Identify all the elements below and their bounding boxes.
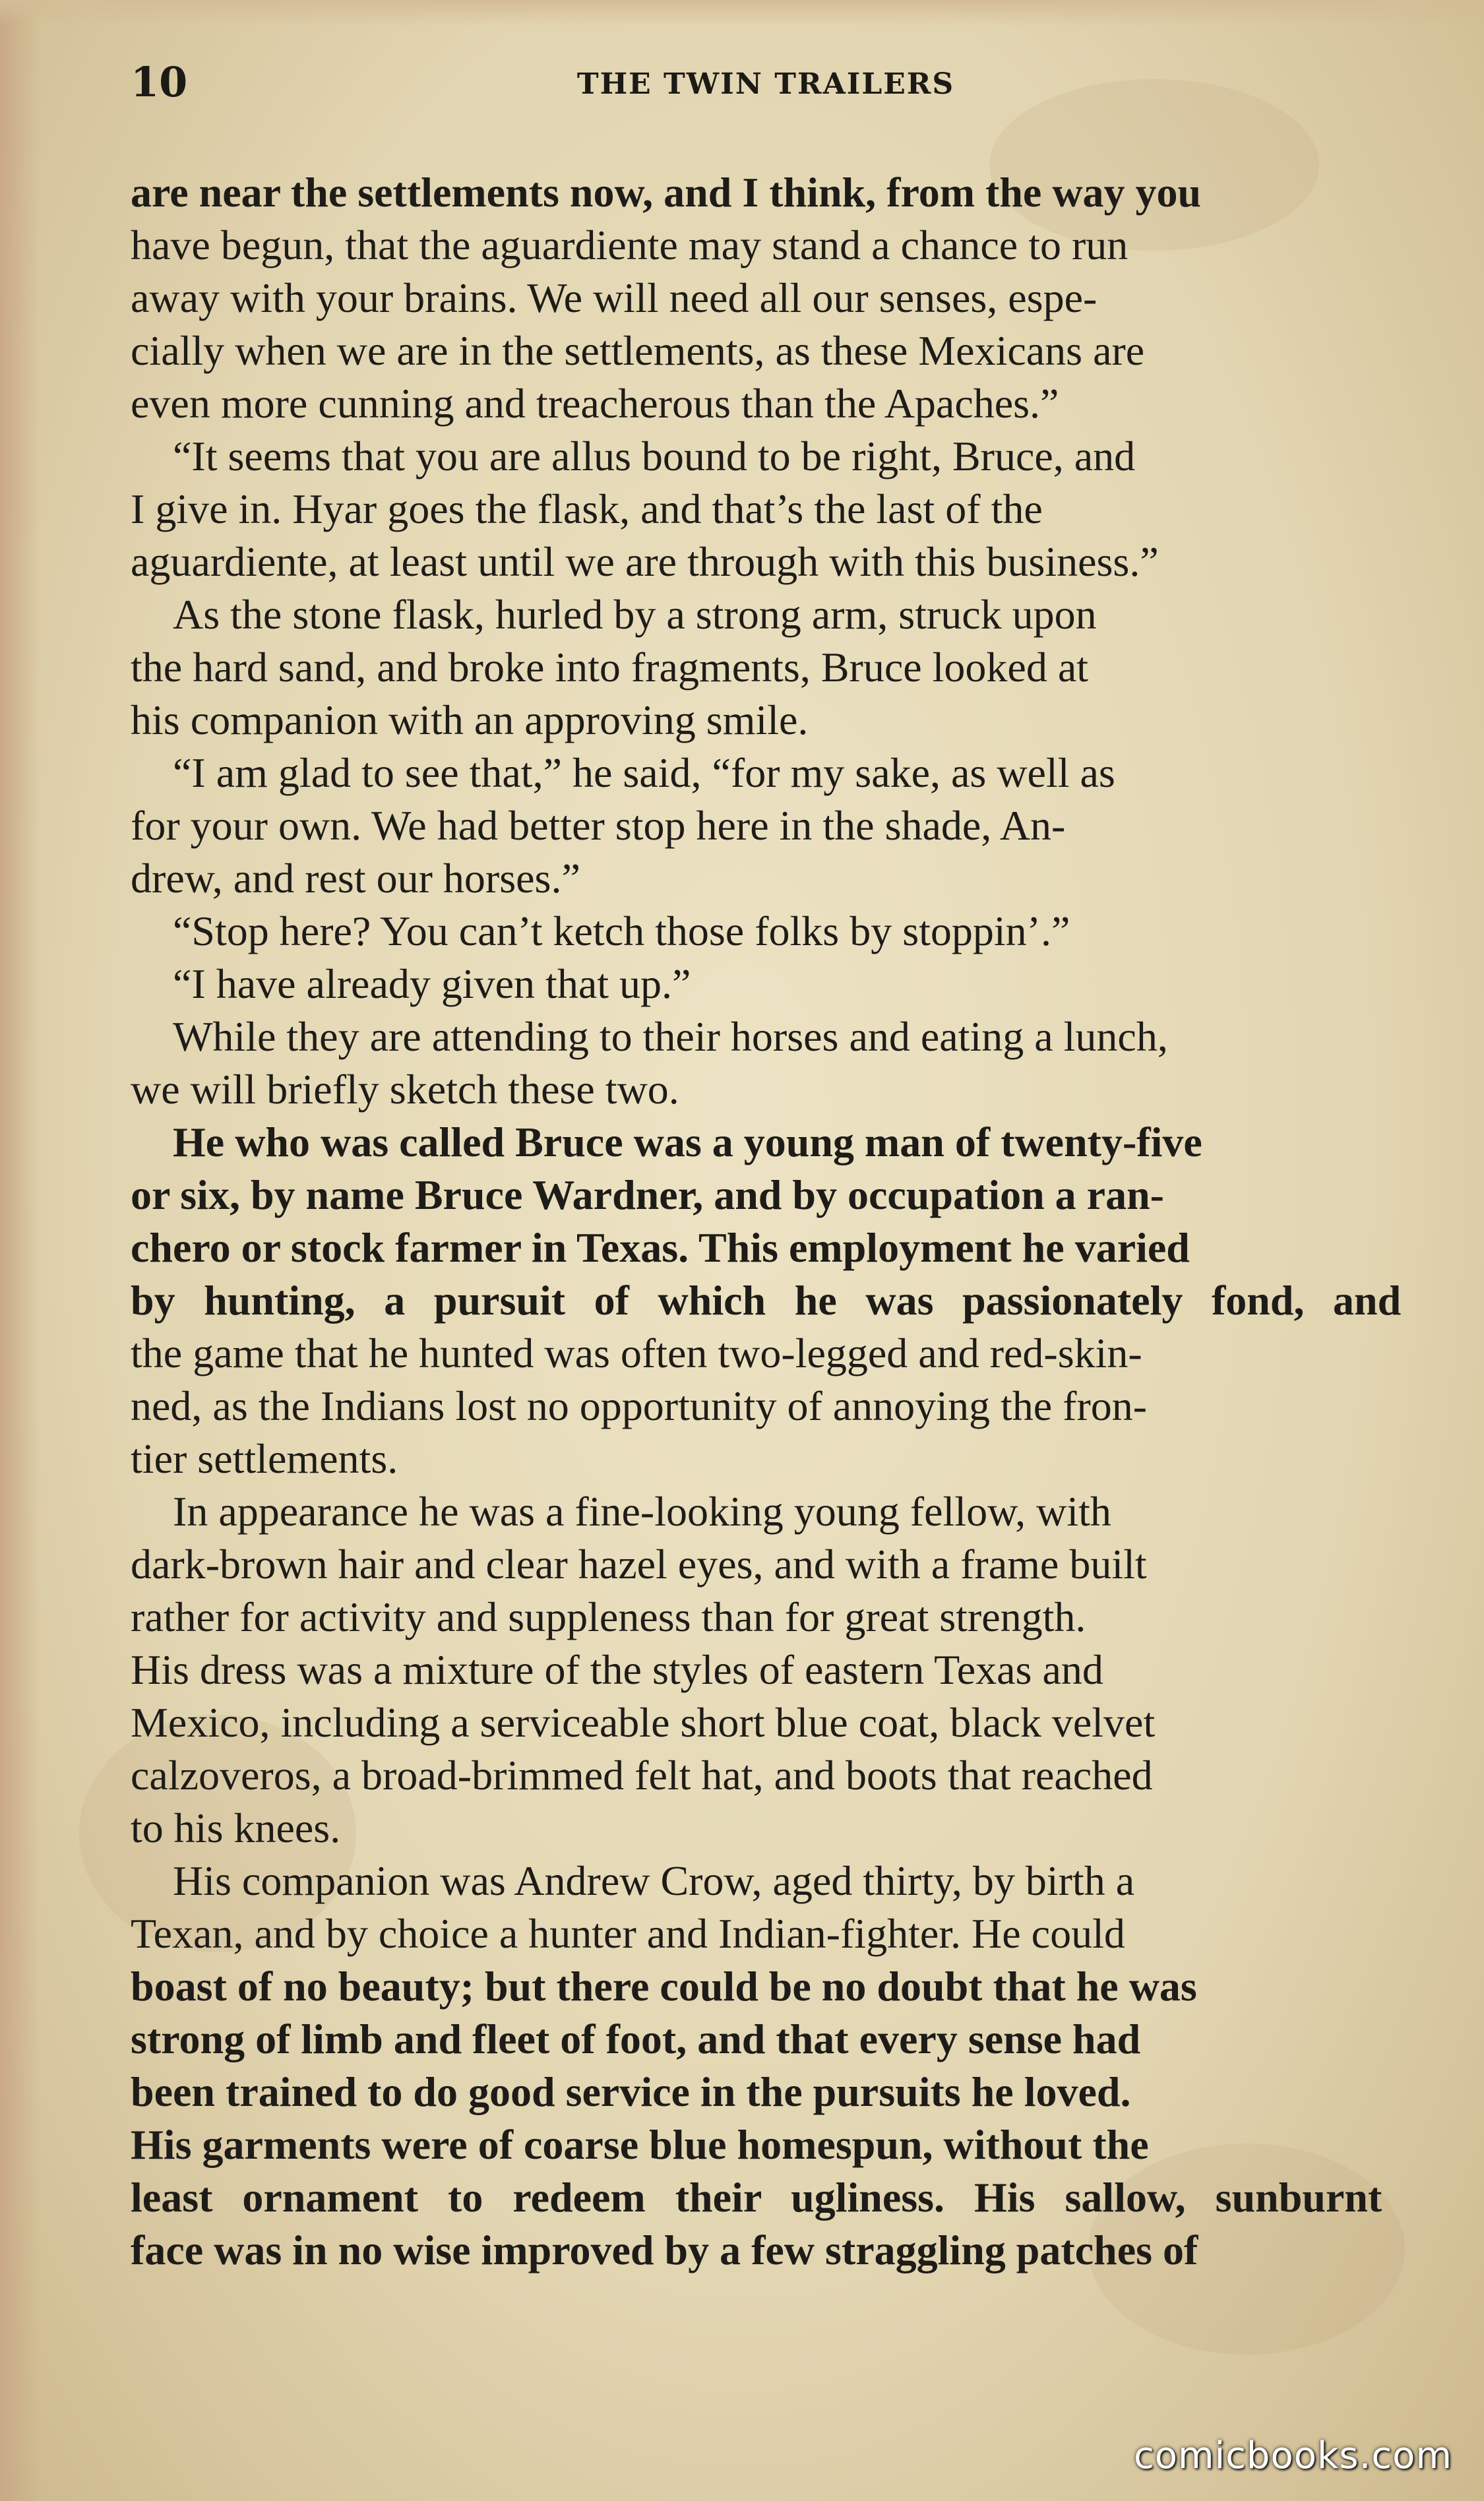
text-line: ned, as the Indians lost no opportunity of annoying the fron- [131, 1382, 1148, 1429]
watermark: comicbooks.com [1133, 2434, 1452, 2477]
text-line: the hard sand, and broke into fragments, Bruce looked at [131, 644, 1088, 691]
text-line: calzoveros, a broad-brimmed felt hat, and boots that reached [131, 1752, 1153, 1799]
text-line: even more cunning and treacherous than the Apaches.” [131, 380, 1059, 427]
text-line: aguardiente, at least until we are through with this business.” [131, 538, 1159, 585]
text-line: rather for activity and suppleness than for great strength. [131, 1593, 1086, 1640]
text-line: Texan, and by choice a hunter and Indian-fighter. He could [131, 1910, 1125, 1957]
text-line: His garments were of coarse blue homespun, without the [131, 2121, 1149, 2168]
text-line: As the stone flask, hurled by a strong arm, struck upon [173, 591, 1097, 638]
text-line: drew, and rest our horses.” [131, 855, 580, 902]
text-line: boast of no beauty; but there could be no doubt that he was [131, 1963, 1197, 2010]
text-line: or six, by name Bruce Wardner, and by occupation a ran- [131, 1171, 1164, 1218]
text-line: been trained to do good service in the pursuits he loved. [131, 2068, 1131, 2115]
page-number: 10 [131, 58, 188, 106]
running-head: THE TWIN TRAILERS [576, 67, 955, 101]
text-line: away with your brains. We will need all our senses, espe- [131, 274, 1098, 321]
page-top-shadow [0, 0, 1484, 26]
text-line: I give in. Hyar goes the flask, and that’s the last of the [131, 485, 1043, 532]
text-line: In appearance he was a fine-looking young fellow, with [173, 1488, 1111, 1535]
text-line: we will briefly sketch these two. [131, 1066, 679, 1113]
text-line: for your own. We had better stop here in the shade, An- [131, 802, 1066, 849]
text-line: have begun, that the aguardiente may stand a chance to run [131, 222, 1128, 268]
page-edge-shadow [0, 0, 40, 2501]
text-line: “It seems that you are allus bound to be right, Bruce, and [173, 433, 1136, 479]
text-line: strong of limb and fleet of foot, and that every sense had [131, 2016, 1141, 2062]
text-line: tier settlements. [131, 1435, 398, 1482]
text-line: by hunting, a pursuit of which he was passionately fond, and [131, 1277, 1402, 1324]
text-line: His companion was Andrew Crow, aged thirty, by birth a [173, 1857, 1135, 1904]
text-line: He who was called Bruce was a young man of twenty-five [173, 1119, 1202, 1165]
text-line: While they are attending to their horses and eating a lunch, [173, 1013, 1168, 1060]
text-line: cially when we are in the settlements, as these Mexicans are [131, 327, 1145, 374]
text-line: dark-brown hair and clear hazel eyes, and with a frame built [131, 1541, 1147, 1588]
text-line: the game that he hunted was often two-legged and red-skin- [131, 1330, 1142, 1376]
text-line: “I am glad to see that,” he said, “for my sake, as well as [173, 749, 1115, 796]
text-line: to his knees. [131, 1805, 341, 1851]
text-line: “Stop here? You can’t ketch those folks by stoppin’.” [173, 908, 1070, 954]
text-line: face was in no wise improved by a few straggling patches of [131, 2227, 1198, 2273]
text-line: his companion with an approving smile. [131, 696, 809, 743]
text-line: least ornament to redeem their ugliness. His sallow, sunburnt [131, 2174, 1382, 2221]
text-line: “I have already given that up.” [173, 960, 691, 1007]
body-text [131, 166, 1401, 2277]
text-line: Mexico, including a serviceable short blue coat, black velvet [131, 1699, 1156, 1746]
text-line: are near the settlements now, and I think, from the way you [131, 169, 1202, 216]
page-header [131, 58, 1401, 117]
text-line: chero or stock farmer in Texas. This employment he varied [131, 1224, 1190, 1271]
text-line: His dress was a mixture of the styles of eastern Texas and [131, 1646, 1103, 1693]
